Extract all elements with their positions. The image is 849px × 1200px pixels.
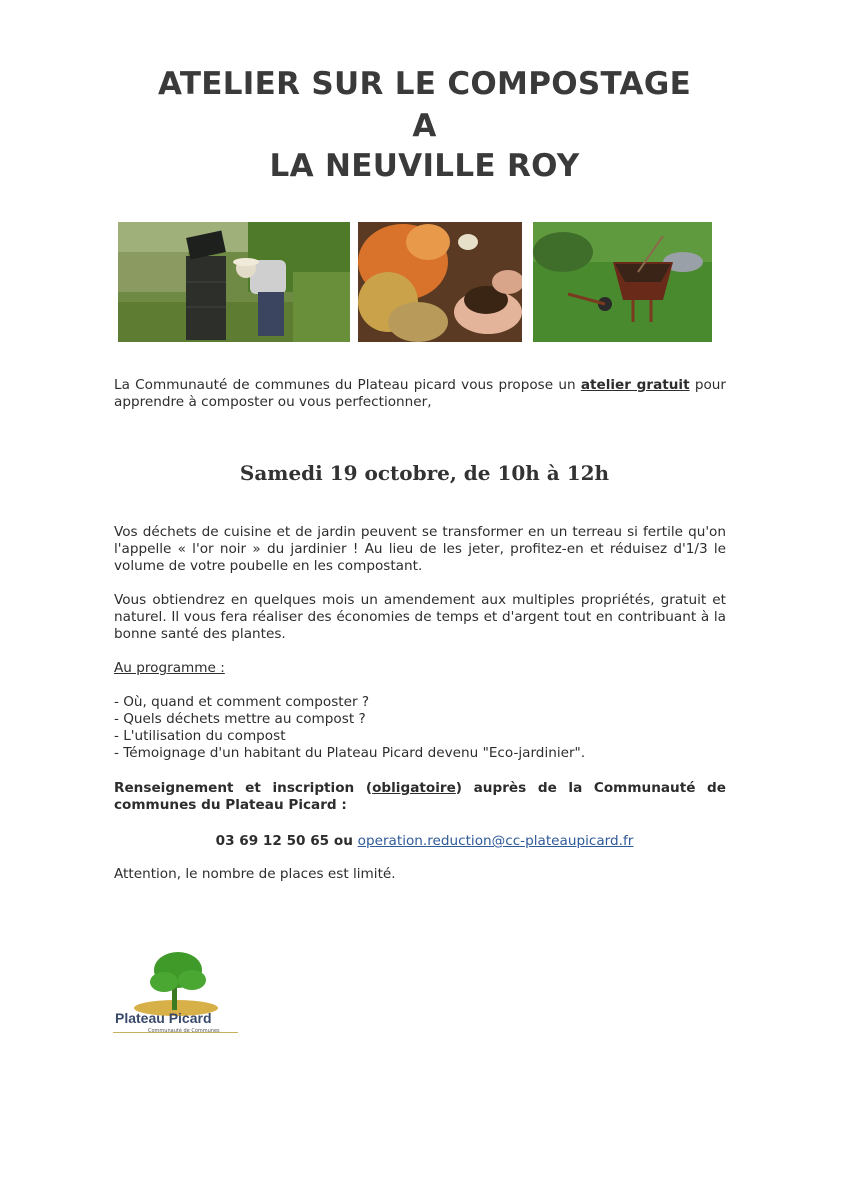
contact-line: [0, 833, 849, 849]
places-limited-notice: Attention, le nombre de places est limité.: [114, 866, 396, 882]
email-link[interactable]: operation.reduction@cc-plateaupicard.fr: [357, 833, 634, 849]
free-workshop-emphasis: atelier gratuit: [580, 377, 690, 393]
list-item: - Quels déchets mettre au compost ?: [114, 711, 366, 727]
logo-name: Plateau Picard: [115, 1010, 212, 1026]
photo-wheelbarrow: [533, 222, 712, 342]
title-line-3: LA NEUVILLE ROY: [269, 148, 580, 184]
registration-paragraph: [114, 780, 726, 814]
logo-subtitle: Communauté de Communes: [148, 1028, 220, 1034]
title-line-2: A: [412, 108, 437, 144]
plateau-picard-logo: [108, 950, 238, 1040]
intro-paragraph: [114, 377, 726, 411]
intro-text-end: pour apprendre à composter ou vous perfectionner,: [114, 377, 726, 410]
list-item: - L'utilisation du compost: [114, 728, 286, 744]
programme-list: [114, 694, 734, 762]
phone-number: 03 69 12 50 65: [215, 833, 330, 849]
intro-text-start: La Communauté de communes du Plateau picard vous propose un: [114, 377, 581, 393]
list-item: - Où, quand et comment composter ?: [114, 694, 370, 710]
paragraph-benefits: Vous obtiendrez en quelques mois un amendement aux multiples propriétés, gratuit et naturel. Il vous fera réaliser des économies de temps et d'argent tout en contribuant à la bonne santé des plantes.: [114, 592, 726, 642]
registration-text-end: ) auprès de la Communauté de communes du Plateau Picard :: [114, 780, 727, 813]
photo-gardener-compost-bin: [118, 222, 350, 342]
contact-separator: ou: [329, 833, 358, 849]
list-item: - Témoignage d'un habitant du Plateau Picard devenu "Eco-jardinier".: [114, 745, 586, 761]
tree-logo-icon: [108, 950, 238, 1040]
mandatory-emphasis: obligatoire: [372, 780, 456, 796]
paragraph-waste: Vos déchets de cuisine et de jardin peuvent se transformer en un terreau si fertile qu'on l'appelle « l'or noir » du jardinier ! Au lieu de les jeter, profitez-en et réduisez d'1/3 le volume de votre poubelle en les compostant.: [114, 524, 726, 574]
title-line-1: ATELIER SUR LE COMPOSTAGE: [157, 66, 692, 102]
registration-text-start: Renseignement et inscription (: [114, 780, 373, 796]
programme-heading: Au programme :: [114, 660, 225, 676]
event-date: Samedi 19 octobre, de 10h à 12h: [239, 461, 610, 485]
photo-hands-compost: [358, 222, 522, 342]
